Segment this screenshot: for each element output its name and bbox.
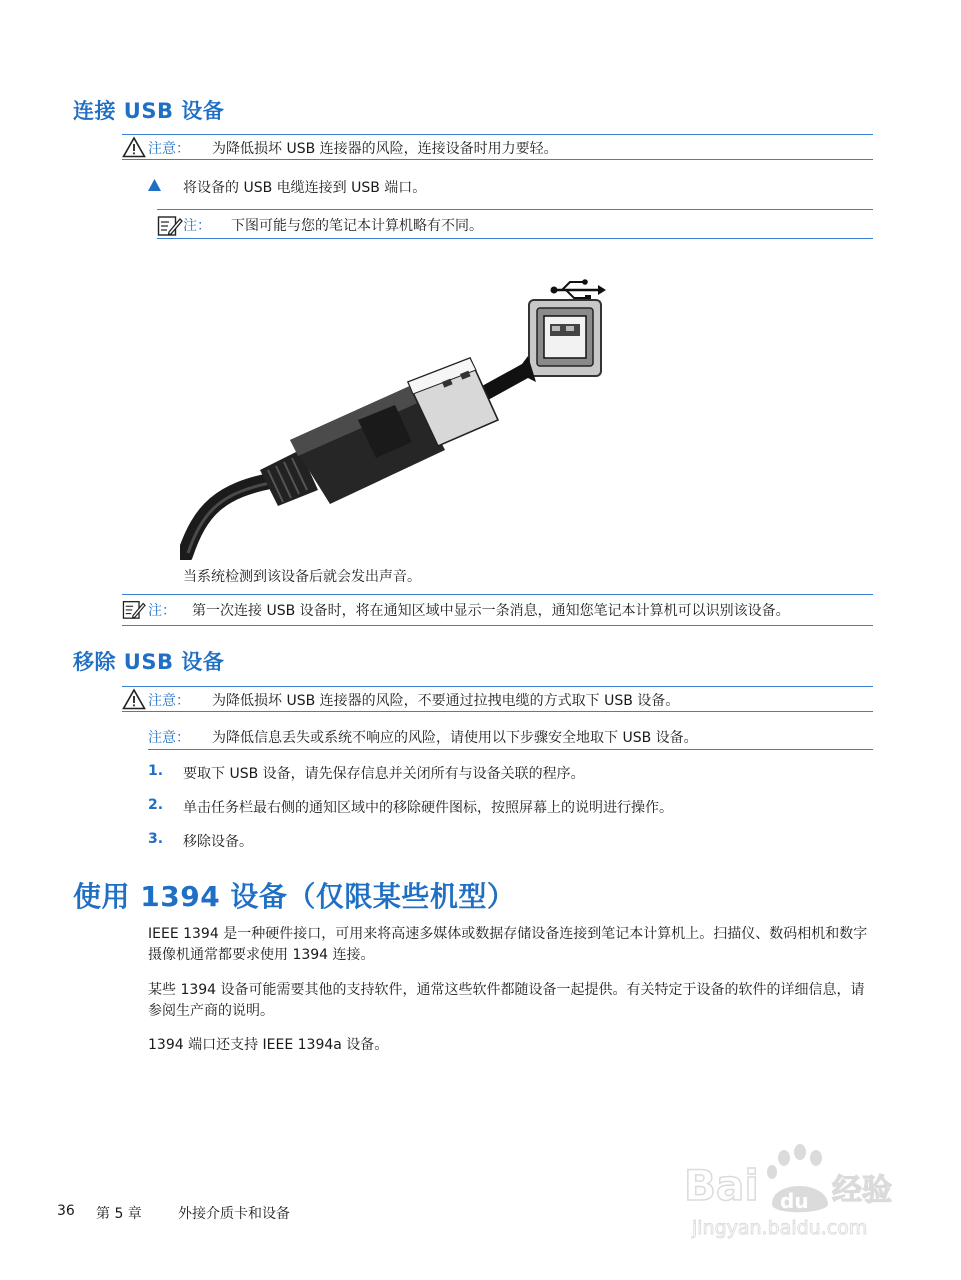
chapter-label: 第 5 章 xyxy=(96,1206,142,1222)
caption: 当系统检测到该设备后就会发出声音。 xyxy=(183,569,421,585)
warning-icon xyxy=(122,688,146,710)
note-box-2 xyxy=(122,594,873,626)
warning-icon xyxy=(122,136,146,158)
step-connect-text: 将设备的 USB 电缆连接到 USB 端口。 xyxy=(183,180,427,196)
list-item xyxy=(148,763,848,783)
triangle-bullet-icon xyxy=(148,179,161,191)
note-pencil-icon xyxy=(157,213,183,237)
step-number: 3. xyxy=(148,831,164,847)
watermark-brand-paw-text: du xyxy=(780,1189,809,1213)
baidu-logo-icon xyxy=(676,1138,906,1246)
note-box xyxy=(157,209,873,239)
usb-port-icon xyxy=(529,300,601,376)
usb-symbol-icon xyxy=(551,279,607,301)
step-text: 移除设备。 xyxy=(183,834,253,850)
caution-text: 为降低损坏 USB 连接器的风险，连接设备时用力要轻。 xyxy=(212,141,558,157)
caution2-text: 为降低信息丢失或系统不响应的风险，请使用以下步骤安全地取下 USB 设备。 xyxy=(212,730,698,746)
paragraph-1394-intro: IEEE 1394 是一种硬件接口，可用来将高速多媒体或数据存储设备连接到笔记本计算机上。扫描仪、数码相机和数字摄像机通常都要求使用 1394 连接。 xyxy=(148,926,868,963)
caution2-label: 注意： xyxy=(148,730,190,746)
caution-label: 注意： xyxy=(148,141,190,157)
usb-connection-illustration xyxy=(180,270,620,560)
step-text: 单击任务栏最右侧的通知区域中的移除硬件图标，按照屏幕上的说明进行操作。 xyxy=(183,800,673,816)
note-pencil-icon xyxy=(122,598,146,620)
insert-arrow-icon xyxy=(482,356,536,400)
note-text: 下图可能与您的笔记本计算机略有不同。 xyxy=(231,218,483,234)
section-title-connect-usb: 连接 USB 设备 xyxy=(73,99,225,123)
caution-box-remove-1 xyxy=(122,686,873,712)
step-number: 2. xyxy=(148,797,164,813)
list-item xyxy=(148,797,848,817)
watermark-brand-cn: 经验 xyxy=(832,1173,892,1208)
caution-box xyxy=(122,134,873,160)
step-connect xyxy=(148,177,848,197)
page-number: 36 xyxy=(57,1203,75,1219)
section-title-1394: 使用 1394 设备（仅限某些机型） xyxy=(73,880,516,913)
list-item xyxy=(148,831,848,851)
note2-text: 第一次连接 USB 设备时，将在通知区域中显示一条消息，通知您笔记本计算机可以识别该设备。 xyxy=(192,603,790,619)
paragraph-1394-software: 某些 1394 设备可能需要其他的支持软件，通常这些软件都随设备一起提供。有关特定于设备的软件的详细信息，请参阅生产商的说明。 xyxy=(148,982,865,1019)
step-text: 要取下 USB 设备，请先保存信息并关闭所有与设备关联的程序。 xyxy=(183,766,585,782)
caution1-text: 为降低损坏 USB 连接器的风险，不要通过拉拽电缆的方式取下 USB 设备。 xyxy=(212,693,680,709)
baidu-jingyan-watermark xyxy=(676,1138,906,1246)
note2-label: 注： xyxy=(148,603,176,619)
caution-box-remove-2 xyxy=(148,724,873,750)
watermark-brand-latin: Bai xyxy=(684,1161,759,1210)
watermark-url: jingyan.baidu.com xyxy=(692,1217,868,1239)
note-label: 注： xyxy=(183,218,211,234)
paragraph-1394a: 1394 端口还支持 IEEE 1394a 设备。 xyxy=(148,1037,389,1053)
chapter-title: 外接介质卡和设备 xyxy=(178,1206,290,1222)
caution1-label: 注意： xyxy=(148,693,190,709)
step-number: 1. xyxy=(148,763,164,779)
section-title-remove-usb: 移除 USB 设备 xyxy=(73,650,225,674)
